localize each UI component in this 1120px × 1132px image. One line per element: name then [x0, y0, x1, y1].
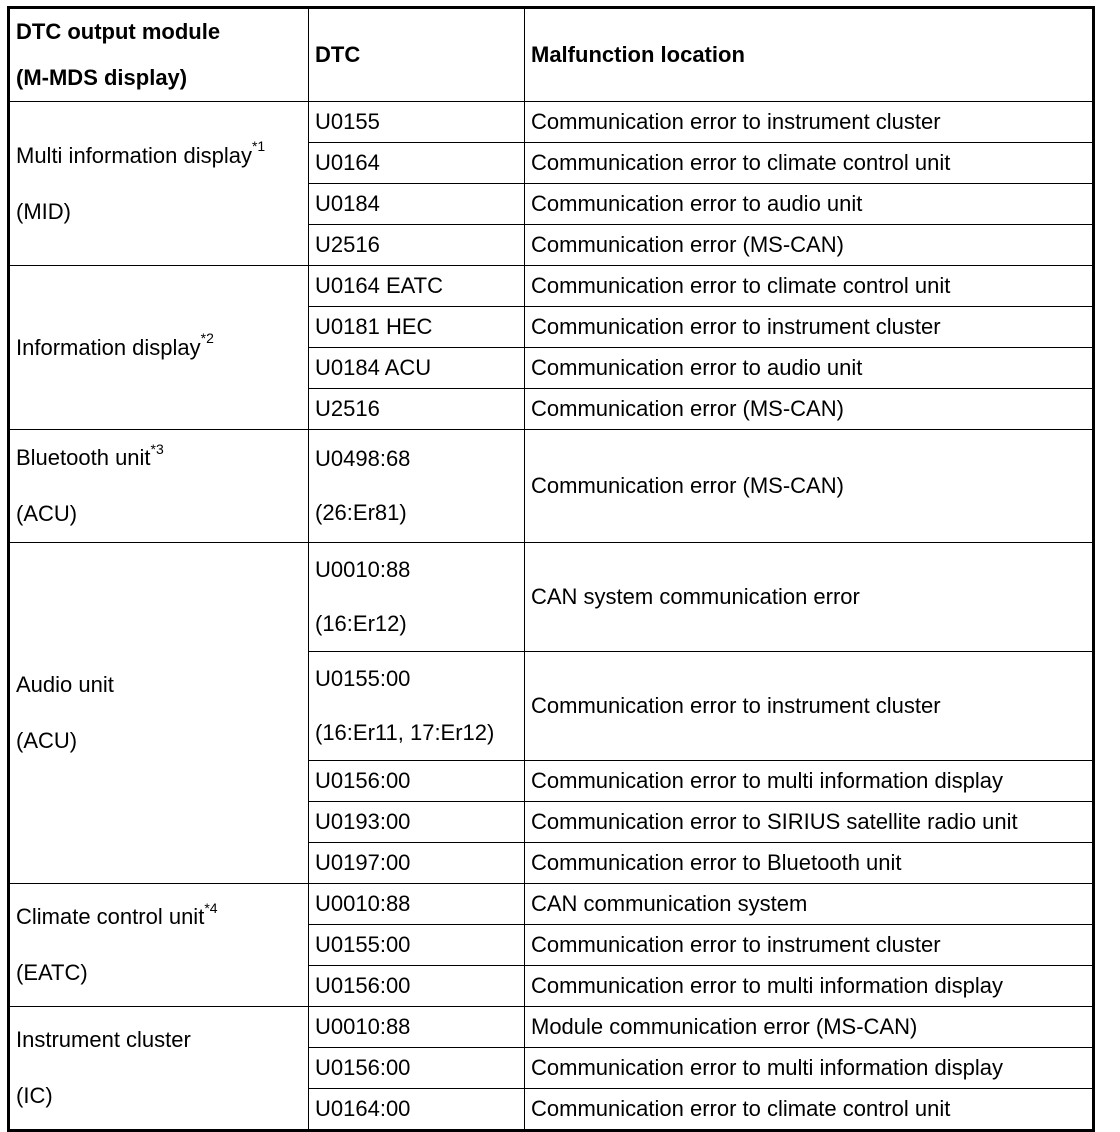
malfunction-location: CAN communication system: [525, 884, 1094, 925]
dtc-code: U0010:88: [309, 1007, 525, 1048]
malfunction-location: Communication error to instrument cluster: [525, 102, 1094, 143]
table-row: [9, 430, 1094, 543]
malfunction-location: Communication error to instrument cluster: [525, 307, 1094, 348]
footnote-mark: *1: [251, 138, 266, 155]
module-abbr: (IC): [16, 1083, 53, 1108]
header-dtc: DTC: [309, 8, 525, 102]
dtc-code: U2516: [309, 225, 525, 266]
module-name: Instrument cluster: [16, 1027, 191, 1052]
malfunction-location: Communication error to climate control unit: [525, 266, 1094, 307]
dtc-code: U0164 EATC: [309, 266, 525, 307]
malfunction-location: CAN system communication error: [525, 543, 1094, 652]
malfunction-location: Communication error to audio unit: [525, 348, 1094, 389]
malfunction-location: Communication error to instrument cluster: [525, 652, 1094, 761]
dtc-code: U0155: [309, 102, 525, 143]
header-module-line2: (M-MDS display): [16, 65, 188, 90]
dtc-subcode: (26:Er81): [315, 500, 407, 525]
malfunction-location: Communication error to audio unit: [525, 184, 1094, 225]
module-name: Multi information display$^{*1}$: [16, 138, 266, 168]
module-abbr: (MID): [16, 198, 71, 224]
dtc-code: U0193:00: [309, 802, 525, 843]
dtc-code: U0498:68 (26:Er81): [309, 430, 525, 543]
malfunction-location: Communication error (MS-CAN): [525, 389, 1094, 430]
footnote-mark: *3: [150, 440, 164, 457]
malfunction-location: Communication error to multi information display: [525, 966, 1094, 1007]
footnote-mark: *2: [200, 330, 214, 347]
header-module: [9, 8, 309, 102]
dtc-code: U0164:00: [309, 1089, 525, 1131]
module-cell: [9, 884, 309, 1007]
malfunction-location: Communication error to SIRIUS satellite radio unit: [525, 802, 1094, 843]
module-name: Information display$^{*2}$: [16, 330, 214, 360]
module-name: Audio unit: [16, 672, 114, 697]
dtc-code: U0156:00: [309, 761, 525, 802]
dtc-subcode: (16:Er12): [315, 611, 407, 636]
dtc-code: U0155:00 (16:Er11, 17:Er12): [309, 652, 525, 761]
malfunction-location: Communication error to climate control unit: [525, 143, 1094, 184]
malfunction-location: Communication error to instrument cluster: [525, 925, 1094, 966]
dtc-table: [7, 6, 1095, 1132]
malfunction-location: Communication error to Bluetooth unit: [525, 843, 1094, 884]
table-row: [9, 884, 1094, 925]
dtc-code: U0181 HEC: [309, 307, 525, 348]
dtc-code: U0184: [309, 184, 525, 225]
dtc-code: U0156:00: [309, 1048, 525, 1089]
header-location: Malfunction location: [525, 8, 1094, 102]
table-row: [9, 266, 1094, 307]
module-cell: [9, 430, 309, 543]
header-row: [9, 8, 1094, 102]
dtc-code: U2516: [309, 389, 525, 430]
module-cell: [9, 266, 309, 430]
dtc-code: U0155:00: [309, 925, 525, 966]
footnote-mark: *4: [204, 899, 218, 916]
malfunction-location: Module communication error (MS-CAN): [525, 1007, 1094, 1048]
dtc-subcode: (16:Er11, 17:Er12): [315, 720, 495, 745]
table-row: [9, 102, 1094, 143]
module-cell: [9, 102, 309, 266]
dtc-code: U0197:00: [309, 843, 525, 884]
header-module-line1: DTC output module: [16, 19, 221, 44]
module-name: Climate control unit$^{*4}$: [16, 899, 218, 929]
malfunction-location: Communication error to multi information display: [525, 1048, 1094, 1089]
module-cell: [9, 543, 309, 884]
dtc-code: U0184 ACU: [309, 348, 525, 389]
malfunction-location: Communication error to climate control unit: [525, 1089, 1094, 1131]
module-cell: [9, 1007, 309, 1131]
module-abbr: (ACU): [16, 728, 78, 753]
dtc-code: U0010:88 (16:Er12): [309, 543, 525, 652]
module-abbr: (ACU): [16, 501, 78, 526]
module-abbr: (EATC): [16, 960, 88, 985]
malfunction-location: Communication error (MS-CAN): [525, 430, 1094, 543]
malfunction-location: Communication error (MS-CAN): [525, 225, 1094, 266]
table-row: [9, 543, 1094, 652]
table-row: [9, 1007, 1094, 1048]
malfunction-location: Communication error to multi information display: [525, 761, 1094, 802]
dtc-code: U0156:00: [309, 966, 525, 1007]
dtc-code: U0164: [309, 143, 525, 184]
module-name: Bluetooth unit$^{*3}$: [16, 440, 164, 470]
dtc-code: U0010:88: [309, 884, 525, 925]
